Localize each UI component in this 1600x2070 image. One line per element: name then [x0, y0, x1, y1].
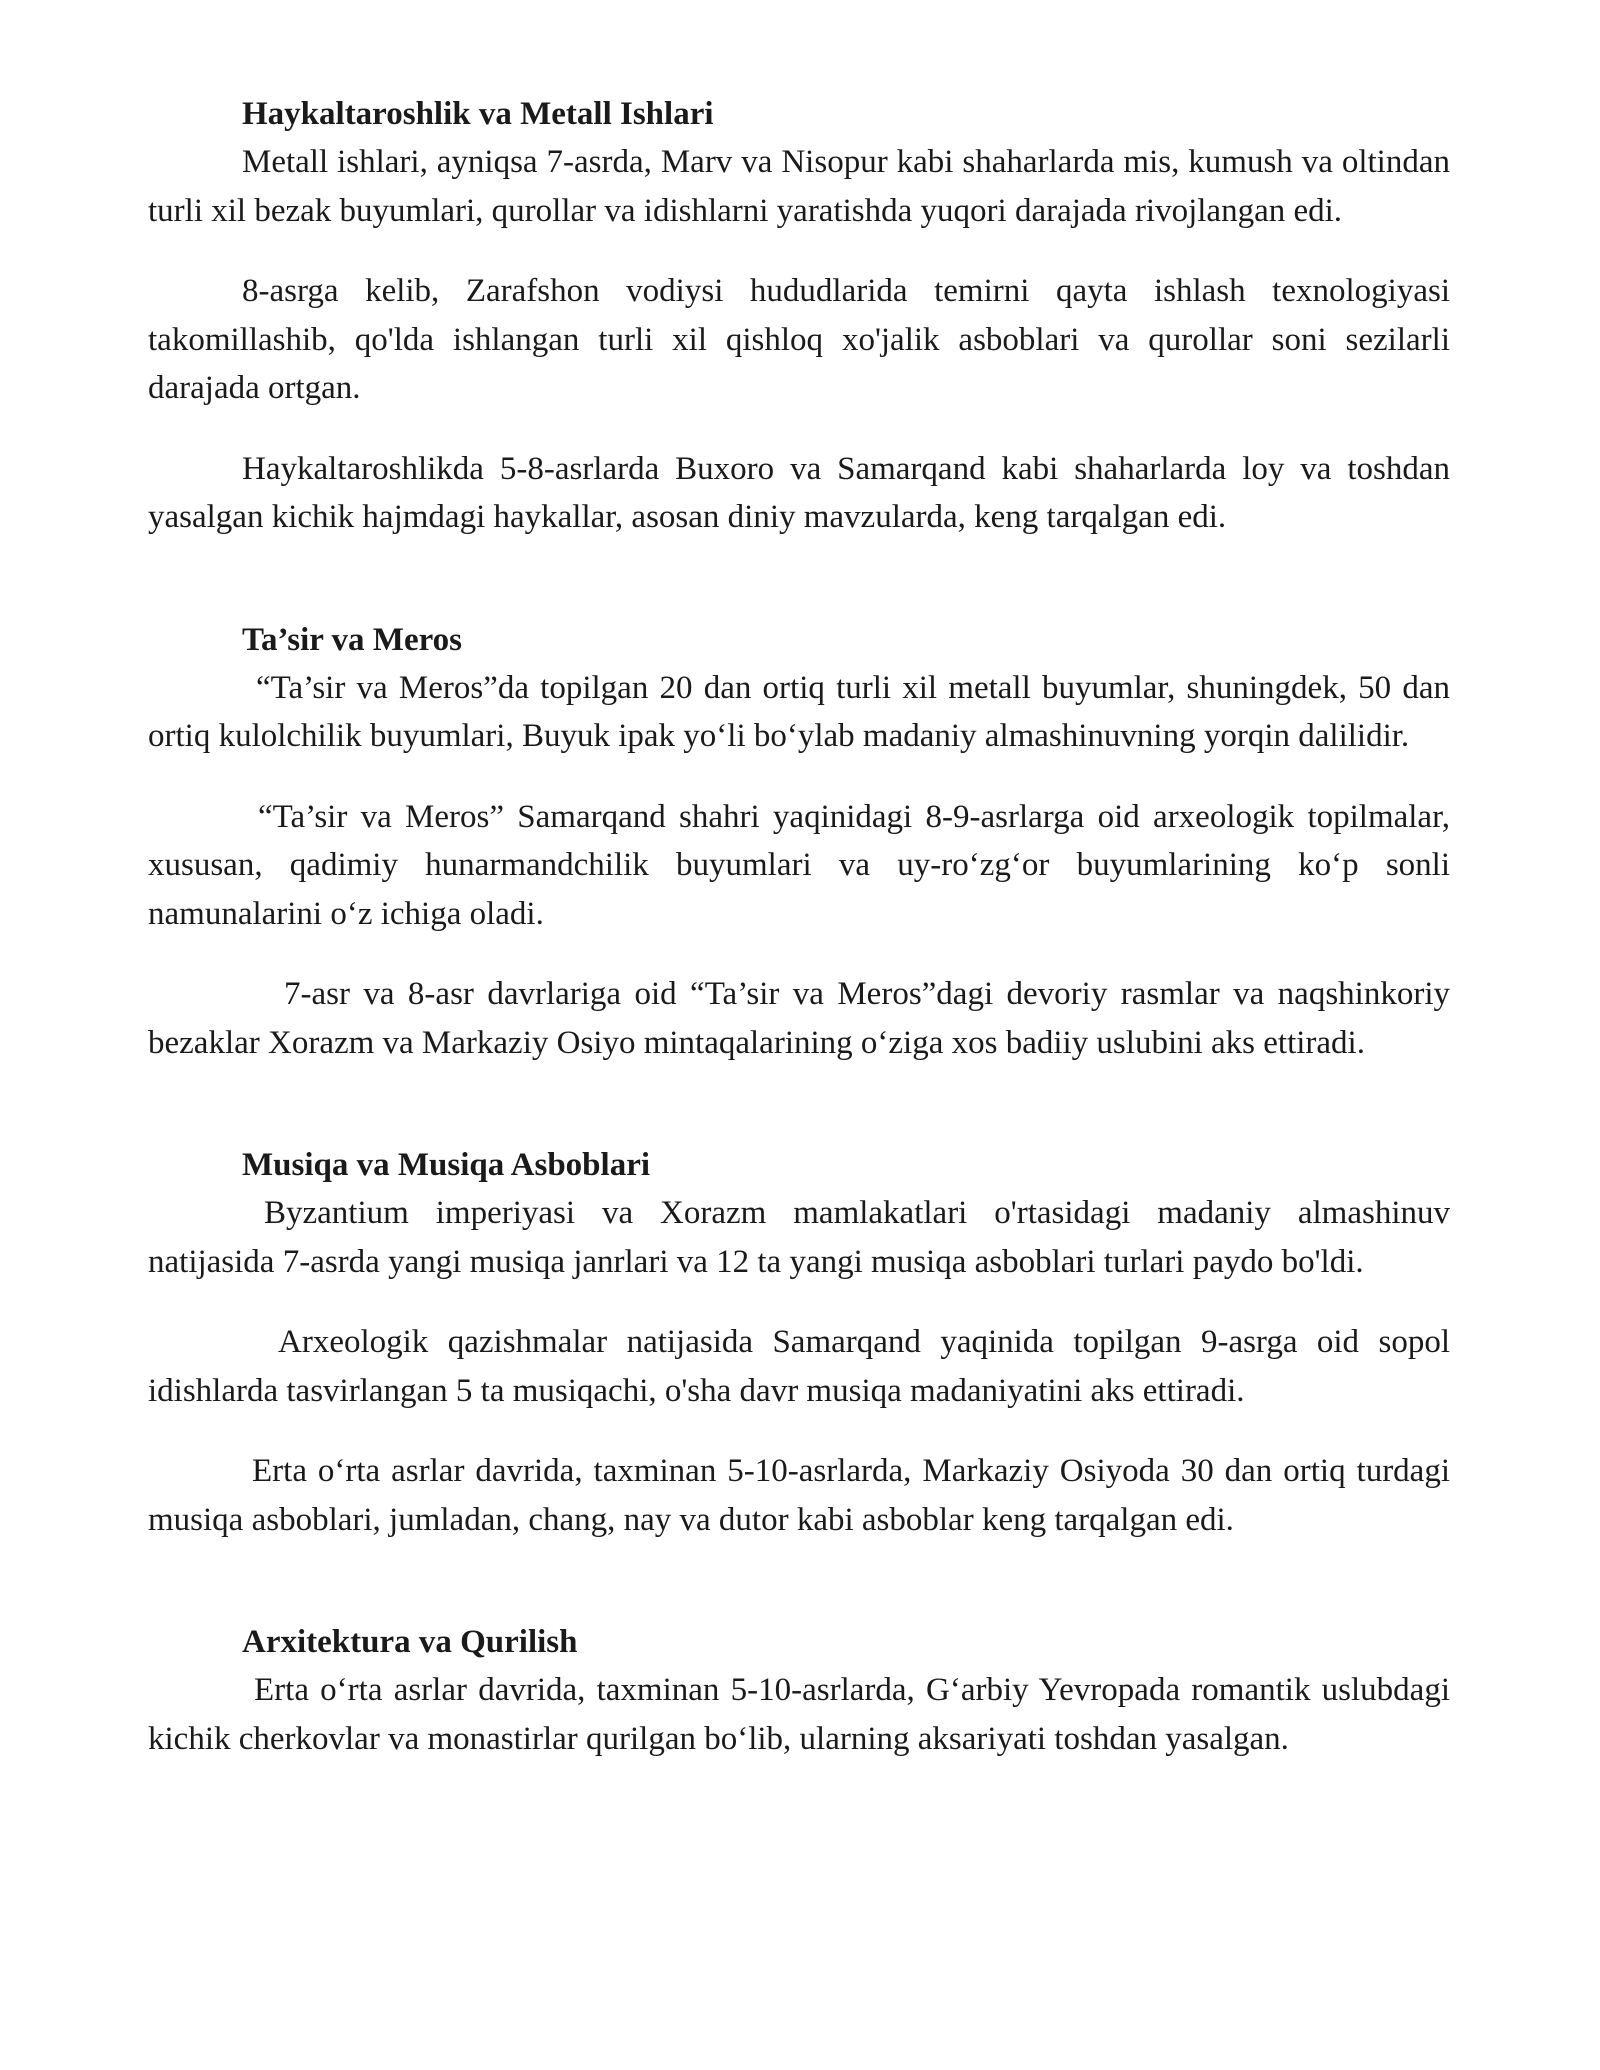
paragraph: Arxeologik qazishmalar natijasida Samarqand yaqinida topilgan 9-asrga oid sopol idishlarda tasvirlangan 5 ta musiqachi, o'sha davr musiqa madaniyatini aks ettiradi. [148, 1324, 1450, 1409]
paragraph: Erta oʻrta asrlar davrida, taxminan 5-10-asrlarda, Markaziy Osiyoda 30 dan ortiq turdagi musiqa asboblari, jumladan, chang, nay va dutor kabi asboblar keng tarqalgan edi. [148, 1453, 1450, 1538]
document-page [148, 90, 1450, 1763]
paragraph: 8-asrga kelib, Zarafshon vodiysi hududlarida temirni qayta ishlash texnologiyasi takomillashib, qo'lda ishlangan turli xil qishloq xo'jalik asboblari va qurollar soni sezilarli darajada ortgan. [148, 273, 1450, 406]
paragraph: Byzantium imperiyasi va Xorazm mamlakatlari o'rtasidagi madaniy almashinuv natijasida 7-asrda yangi musiqa janrlari va 12 ta yangi musiqa asboblari turlari paydo bo'ldi. [148, 1195, 1450, 1280]
section-spacer [148, 1099, 1450, 1141]
section-sculpture-metalwork [148, 90, 1450, 542]
section-spacer [148, 1576, 1450, 1618]
paragraph: Erta oʻrta asrlar davrida, taxminan 5-10-asrlarda, Gʻarbiy Yevropada romantik uslubdagi kichik cherkovlar va monastirlar qurilgan boʻlib, ularning aksariyati toshdan yasalgan. [148, 1672, 1450, 1757]
paragraph: Haykaltaroshlikda 5-8-asrlarda Buxoro va Samarqand kabi shaharlarda loy va toshdan yasalgan kichik hajmdagi haykallar, asosan diniy mavzularda, keng tarqalgan edi. [148, 450, 1450, 535]
section-heading: Ta’sir va Meros [242, 621, 462, 658]
section-heading: Musiqa va Musiqa Asboblari [242, 1147, 651, 1183]
paragraph: Metall ishlari, ayniqsa 7-asrda, Marv va Nisopur kabi shaharlarda mis, kumush va oltindan turli xil bezak buyumlari, qurollar va idishlarni yaratishda yuqori darajada rivojlangan edi. [148, 144, 1450, 229]
section-heading: Arxitektura va Qurilish [242, 1624, 578, 1660]
paragraph: “Ta’sir va Meros”da topilgan 20 dan ortiq turli xil metall buyumlar, shuningdek, 50 dan ortiq kulolchilik buyumlari, Buyuk ipak yoʻli boʻylab madaniy almashinuvning yorqin dalilidir. [148, 669, 1450, 754]
section-spacer [148, 574, 1450, 616]
paragraph: 7-asr va 8-asr davrlariga oid “Ta’sir va Meros”dagi devoriy rasmlar va naqshinkoriy bezaklar Xorazm va Markaziy Osiyo mintaqalarining oʻziga xos badiiy uslubini aks ettiradi. [148, 976, 1450, 1061]
section-architecture-construction [148, 1618, 1450, 1763]
paragraph: “Ta’sir va Meros” Samarqand shahri yaqinidagi 8-9-asrlarga oid arxeologik topilmalar, xususan, qadimiy hunarmandchilik buyumlari va uy-roʻzgʻor buyumlarining koʻp sonli namunalarini oʻz ichiga oladi. [148, 798, 1450, 932]
section-heading: Haykaltaroshlik va Metall Ishlari [242, 96, 714, 132]
section-influence-heritage [148, 616, 1450, 1068]
section-music-instruments [148, 1141, 1450, 1544]
